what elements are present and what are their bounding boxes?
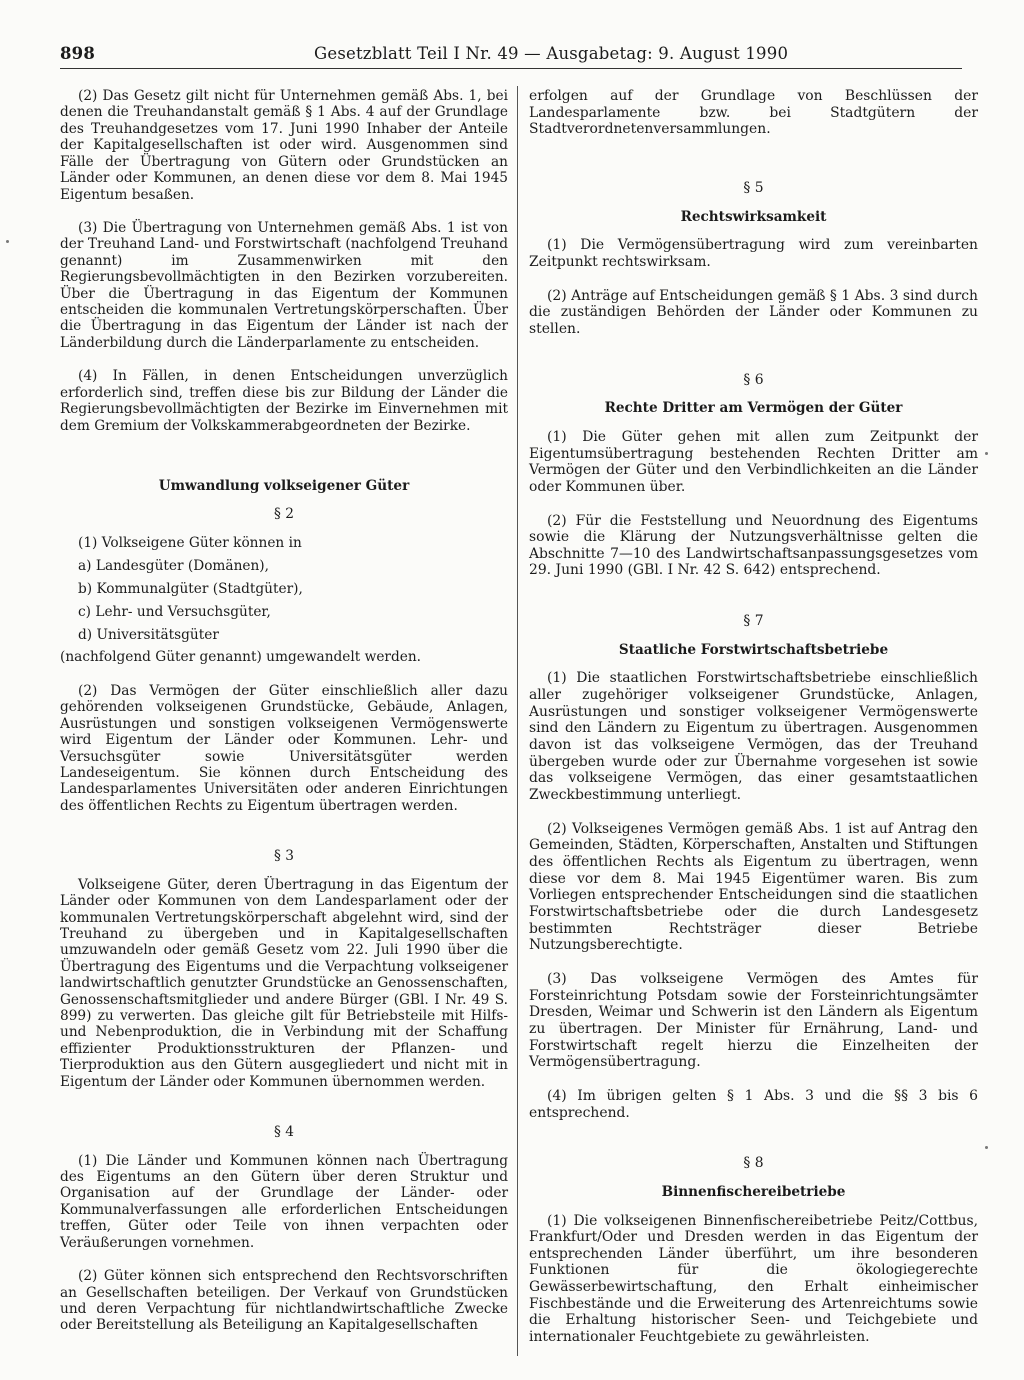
list <box>60 535 508 643</box>
list-item: b) Kommunalgüter (Stadtgüter), <box>78 580 303 597</box>
paragraph: (1) Die volkseigenen Binnenfischereibetriebe Peitz/Cottbus, Frankfurt/Oder und Dresden werden in das Eigentum der entsprechenden Länder überführt, um ihre besonderen Funktionen für die ökologiegerechte Gewässerbewirtschaftung, den Erhalt einheimischer Fischbestände und die Erweiterung des Artenreichtums sowie die Erhaltung historischer Seen- und Teichgebiete und internationaler Feuchtgebiete zu gewährleisten. <box>529 1212 978 1346</box>
list-item: d) Universitätsgüter <box>78 626 219 643</box>
section-number: § 5 <box>743 179 764 196</box>
paragraph: erfolgen auf der Grundlage von Beschlüssen der Landesparlamente bzw. bei Stadtgütern der Stadtverordnetenversammlungen. <box>529 88 978 138</box>
section-number: § 8 <box>743 1155 764 1172</box>
gazette-title: Gesetzblatt Teil I Nr. 49 — Ausgabetag: 9. August 1990 <box>314 44 789 63</box>
paragraph: (2) Volkseigenes Vermögen gemäß Abs. 1 ist auf Antrag den Gemeinden, Städten, Körperschaften, Anstalten und Stiftungen des öffentlichen Rechts als Eigentum zu übertragen, wenn diese vor dem 8. Mai 1945 Eigentümer waren. Bis zum Vorliegen entsprechender Entscheidungen sind die staatlichen Forstwirtschaftsbetriebe oder die durch Landesgesetz bestimmten Rechtsträger dieser Betriebe Nutzungsberechtigte. <box>529 820 978 954</box>
left-column <box>60 88 508 1351</box>
scan-speck <box>6 240 9 243</box>
section-heading: Umwandlung volkseigener Güter <box>158 478 410 495</box>
paragraph: (2) Das Vermögen der Güter einschließlich aller dazu gehörenden volkseigenen Grundstücke, Gebäude, Anlagen, Ausrüstungen und sonstigen volkseigenen Vermögenswerte wird Eigentum der Länder oder Kommunen. Lehr- und Versuchsgüter sowie Universitätsgüter werden Landeseigentum. Sie können durch Entscheidung des Landesparlamentes Universitäten oder anderen Einrichtungen des öffentlichen Rechts zu Eigentum übertragen werden. <box>60 682 508 814</box>
section-number: § 2 <box>274 506 294 523</box>
list-item: c) Lehr- und Versuchsgüter, <box>78 603 271 620</box>
section-heading: Staatliche Forstwirtschaftsbetriebe <box>618 641 889 658</box>
paragraph: (4) Im übrigen gelten § 1 Abs. 3 und die §§ 3 bis 6 entsprechend. <box>529 1087 978 1121</box>
list-item: a) Landesgüter (Domänen), <box>78 557 269 574</box>
paragraph: (3) Das volkseigene Vermögen des Amtes für Forsteinrichtung Potsdam sowie der Forsteinrichtungsämter Dresden, Weimar und Schwerin ist den Ländern als Eigentum zu übertragen. Der Minister für Ernährung, Land- und Forstwirtschaft regelt hierzu die Einzelheiten der Vermögensübertragung. <box>529 970 978 1071</box>
section-number: § 3 <box>274 848 294 865</box>
paragraph: (2) Anträge auf Entscheidungen gemäß § 1 Abs. 3 sind durch die zuständigen Behörden der Länder oder Kommunen zu stellen. <box>529 287 978 337</box>
paragraph: Volkseigene Güter, deren Übertragung in das Eigentum der Länder oder Kommunen von dem Landesparlament oder der kommunalen Vertretungskörperschaft abgelehnt wird, sind der Treuhand zu übergeben und in Kapitalgesellschaften umzuwandeln oder gemäß Gesetz vom 22. Juli 1990 über die Übertragung des Eigentums und die Verpachtung volkseigener landwirtschaftlich genutzter Grundstücke an Genossenschaften, Genossenschaftsmitglieder und andere Bürger (GBl. I Nr. 49 S. 899) zu verwerten. Das gleiche gilt für Betriebsteile mit Hilfs- und Nebenproduktion, die in Verbindung mit der Schaffung effizienter Produktionsstrukturen der Pflanzen- und Tierproduktion aus den Gütern ausgegliedert und nicht mit in Eigentum der Länder oder Kommunen übernommen werden. <box>60 876 508 1090</box>
section-number: § 6 <box>743 371 764 388</box>
page-number: 898 <box>60 44 96 63</box>
paragraph: (1) Die Länder und Kommunen können nach Übertragung des Eigentums an den Gütern über deren Struktur und Organisation auf der Grundlage der Länder- oder Kommunalverfassungen alle erforderlichen Entscheidungen treffen, Güter oder Teile von ihnen verpachten oder Veräußerungen vornehmen. <box>60 1152 508 1251</box>
section-number: § 7 <box>743 613 764 630</box>
paragraph: (nachfolgend Güter genannt) umgewandelt werden. <box>60 649 422 666</box>
scan-speck <box>985 452 988 455</box>
right-column <box>529 88 978 1363</box>
paragraph: (4) In Fällen, in denen Entscheidungen unverzüglich erforderlich sind, treffen diese bis zur Bildung der Länder die Regierungsbevollmächtigten der Bezirke im Einvernehmen mit dem Gremium der Volkskammerabgeordneten der Bezirke. <box>60 368 508 434</box>
scan-speck <box>985 1146 988 1149</box>
section-number: § 4 <box>274 1124 294 1141</box>
paragraph: (2) Güter können sich entsprechend den Rechtsvorschriften an Gesellschaften beteiligen. Der Verkauf von Grundstücken und deren Verpachtung für nichtlandwirtschaftliche Zwecke oder Bereitstellung als Beteiligung an Kapitalgesellschaften <box>60 1268 508 1334</box>
paragraph: (1) Die Vermögensübertragung wird zum vereinbarten Zeitpunkt rechtswirksam. <box>529 237 978 270</box>
section-heading: Binnenfischereibetriebe <box>661 1183 846 1200</box>
paragraph: (1) Die Güter gehen mit allen zum Zeitpunkt der Eigentumsübertragung bestehenden Rechten Dritter am Vermögen der Güter und den Verbindlichkeiten an die Länder oder Kommunen über. <box>529 428 978 495</box>
paragraph: (3) Die Übertragung von Unternehmen gemäß Abs. 1 ist von der Treuhand Land- und Forstwirtschaft (nachfolgend Treuhand genannt) im Zusammenwirken mit den Regierungsbevollmächtigten in den Bezirken vorzubereiten. Über die Übertragung in das Eigentum der Kommunen entscheiden die kommunalen Vertretungskörperschaften. Über die Übertragung in das Eigentum der Länder ist nach der Länderbildung durch die Länderparlamente zu entscheiden. <box>60 219 508 351</box>
paragraph: (2) Das Gesetz gilt nicht für Unternehmen gemäß Abs. 1, bei denen die Treuhandanstalt gemäß § 1 Abs. 4 auf der Grundlage des Treuhandgesetzes vom 17. Juni 1990 Inhaber der Anteile der Kapitalgesellschaften ist oder wird. Ausgenommen sind Fälle der Übertragung von Gütern oder Grundstücken an Länder oder Kommunen, an denen diese vor dem 8. Mai 1945 Eigentum besaßen. <box>60 88 508 203</box>
paragraph: (1) Die staatlichen Forstwirtschaftsbetriebe einschließlich aller zugehöriger volkseigener Grundstücke, Anlagen, Ausrüstungen und sonstiger volkseigener Vermögenswerte sind den Ländern zu Eigentum zu übertragen. Ausgenommen davon ist das volkseigene Vermögen, das der Treuhand übergeben wurde oder zur Übernahme vorgesehen ist sowie das volkseigene Vermögen, das einer gesamtstaatlichen Zweckbestimmung unterliegt. <box>529 670 978 804</box>
column-divider <box>517 86 518 1356</box>
list-item: (1) Volkseigene Güter können in <box>78 534 302 551</box>
paragraph: (2) Für die Feststellung und Neuordnung des Eigentums sowie die Klärung der Nutzungsverhältnisse gelten die Abschnitte 7—10 des Landwirtschaftsanpassungsgesetzes vom 29. Juni 1990 (GBl. I Nr. 42 S. 642) entsprechend. <box>529 512 978 579</box>
section-heading: Rechte Dritter am Vermögen der Güter <box>604 400 903 417</box>
page-header <box>60 42 962 69</box>
section-heading: Rechtswirksamkeit <box>680 208 827 225</box>
